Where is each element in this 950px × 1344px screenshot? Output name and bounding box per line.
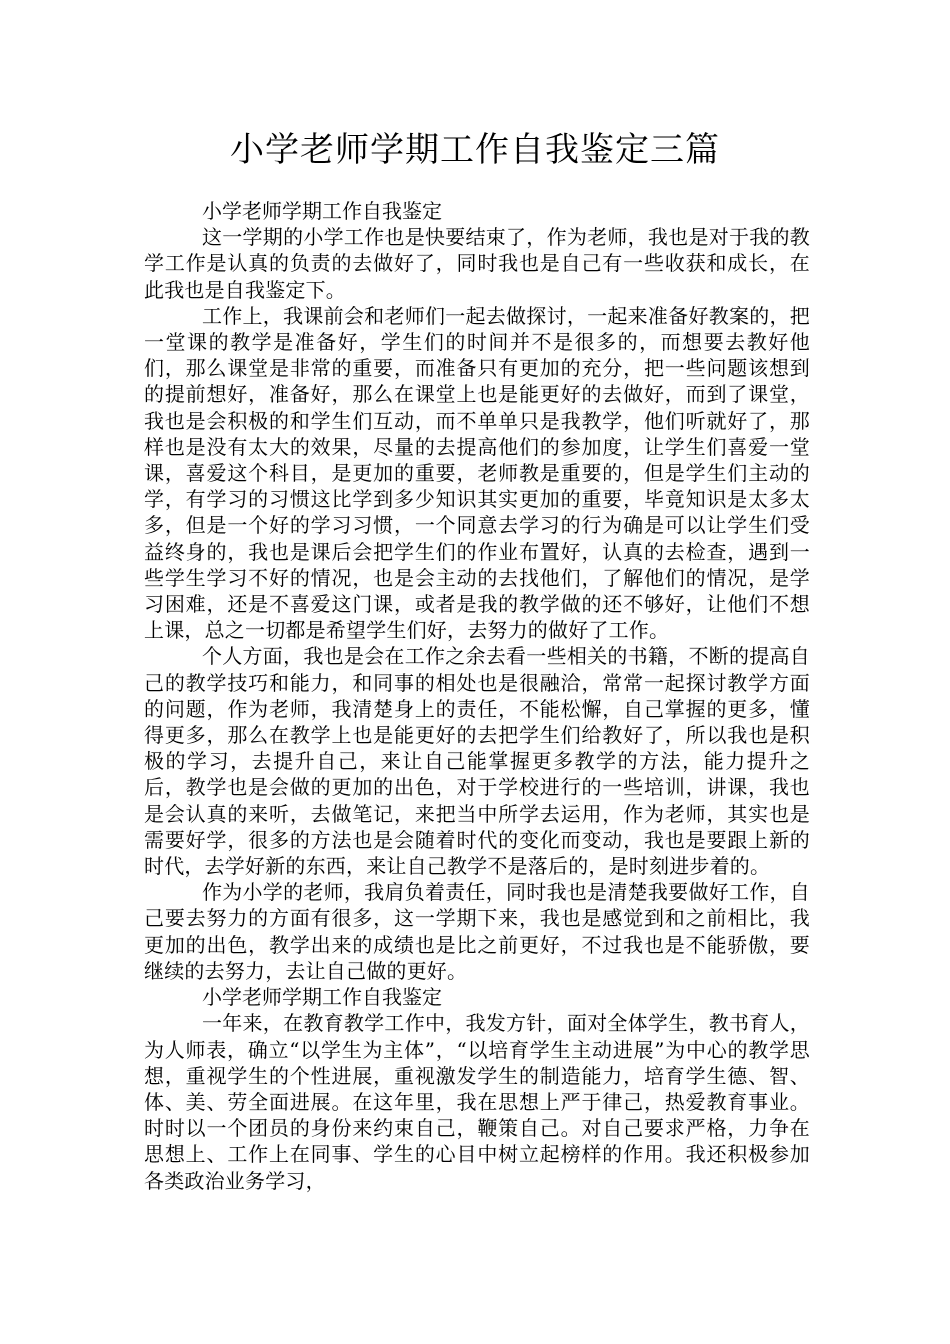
section-heading: 小学老师学期工作自我鉴定 xyxy=(202,199,442,223)
section-heading: 小学老师学期工作自我鉴定 xyxy=(202,985,442,1010)
paragraph: 个人方面，我也是会在工作之余去看一些相关的书籍，不断的提高自己的教学技巧和能力，和同事的相处也是很融洽，常常一起探讨教学方面的问题，作为老师，我清楚身上的责任，不能松懈，自己掌握的更多，懂得更多，那么在教学上也是能更好的去把学生们给教好了，所以我也是积极的学习，去提升自己，来让自己能掌握更多教学的方法，能力提升之后，教学也是会做的更加的出色，对于学校进行的一些培训，讲课，我也是会认真的来听，去做笔记，来把当中所学去运用，作为老师，其实也是需要好学，很多的方法也是会随着时代的变化而变动，我也是要跟上新的时代，去学好新的东西，来让自己教学不是落后的，是时刻进步着的。 xyxy=(144,644,810,879)
paragraph: 一年来，在教育教学工作中，我发方针，面对全体学生，教书育人，为人师表，确立“以学生为主体”，“以培育学生主动进展”为中心的教学思想，重视学生的个性进展，重视激发学生的制造能力，培育学生德、智、体、美、劳全面进展。在这年里，我在思想上严于律己，热爱教育事业。时时以一个团员的身份来约束自己，鞭策自己。对自己要求严格，力争在思想上、工作上在同事、学生的心目中树立起榜样的作用。我还积极参加各类政治业务学习， xyxy=(144,1011,810,1193)
paragraph: 这一学期的小学工作也是快要结束了，作为老师，我也是对于我的教学工作是认真的负责的去做好了，同时我也是自己有一些收获和成长，在此我也是自我鉴定下。 xyxy=(144,225,810,302)
paragraph: 作为小学的老师，我肩负着责任，同时我也是清楚我要做好工作，自己要去努力的方面有很多，这一学期下来，我也是感觉到和之前相比，我更加的出色，教学出来的成绩也是比之前更好，不过我也是不能骄傲，要继续的去努力，去让自己做的更好。 xyxy=(144,880,810,983)
document-title: 小学老师学期工作自我鉴定三篇 xyxy=(230,130,720,170)
paragraph: 工作上，我课前会和老师们一起去做探讨，一起来准备好教案的，把一堂课的教学是准备好，学生们的时间并不是很多的，而想要去教好他们，那么课堂是非常的重要，而准备只有更加的充分，把一些问题该想到的提前想好，准备好，那么在课堂上也是能更好的去做好，而到了课堂，我也是会积极的和学生们互动，而不单单只是我教学，他们听就好了，那样也是没有太大的效果，尽量的去提高他们的参加度，让学生们喜爱一堂课，喜爱这个科目，是更加的重要，老师教是重要的，但是学生们主动的学，有学习的习惯这比学到多少知识其实更加的重要，毕竟知识是太多太多，但是一个好的学习习惯，一个同意去学习的行为确是可以让学生们受益终身的，我也是课后会把学生们的作业布置好，认真的去检查，遇到一些学生学习不好的情况，也是会主动的去找他们，了解他们的情况，是学习困难，还是不喜爱这门课，或者是我的教学做的还不够好，让他们不想上课，总之一切都是希望学生们好，去努力的做好了工作。 xyxy=(144,303,810,643)
document-body xyxy=(144,198,810,1194)
